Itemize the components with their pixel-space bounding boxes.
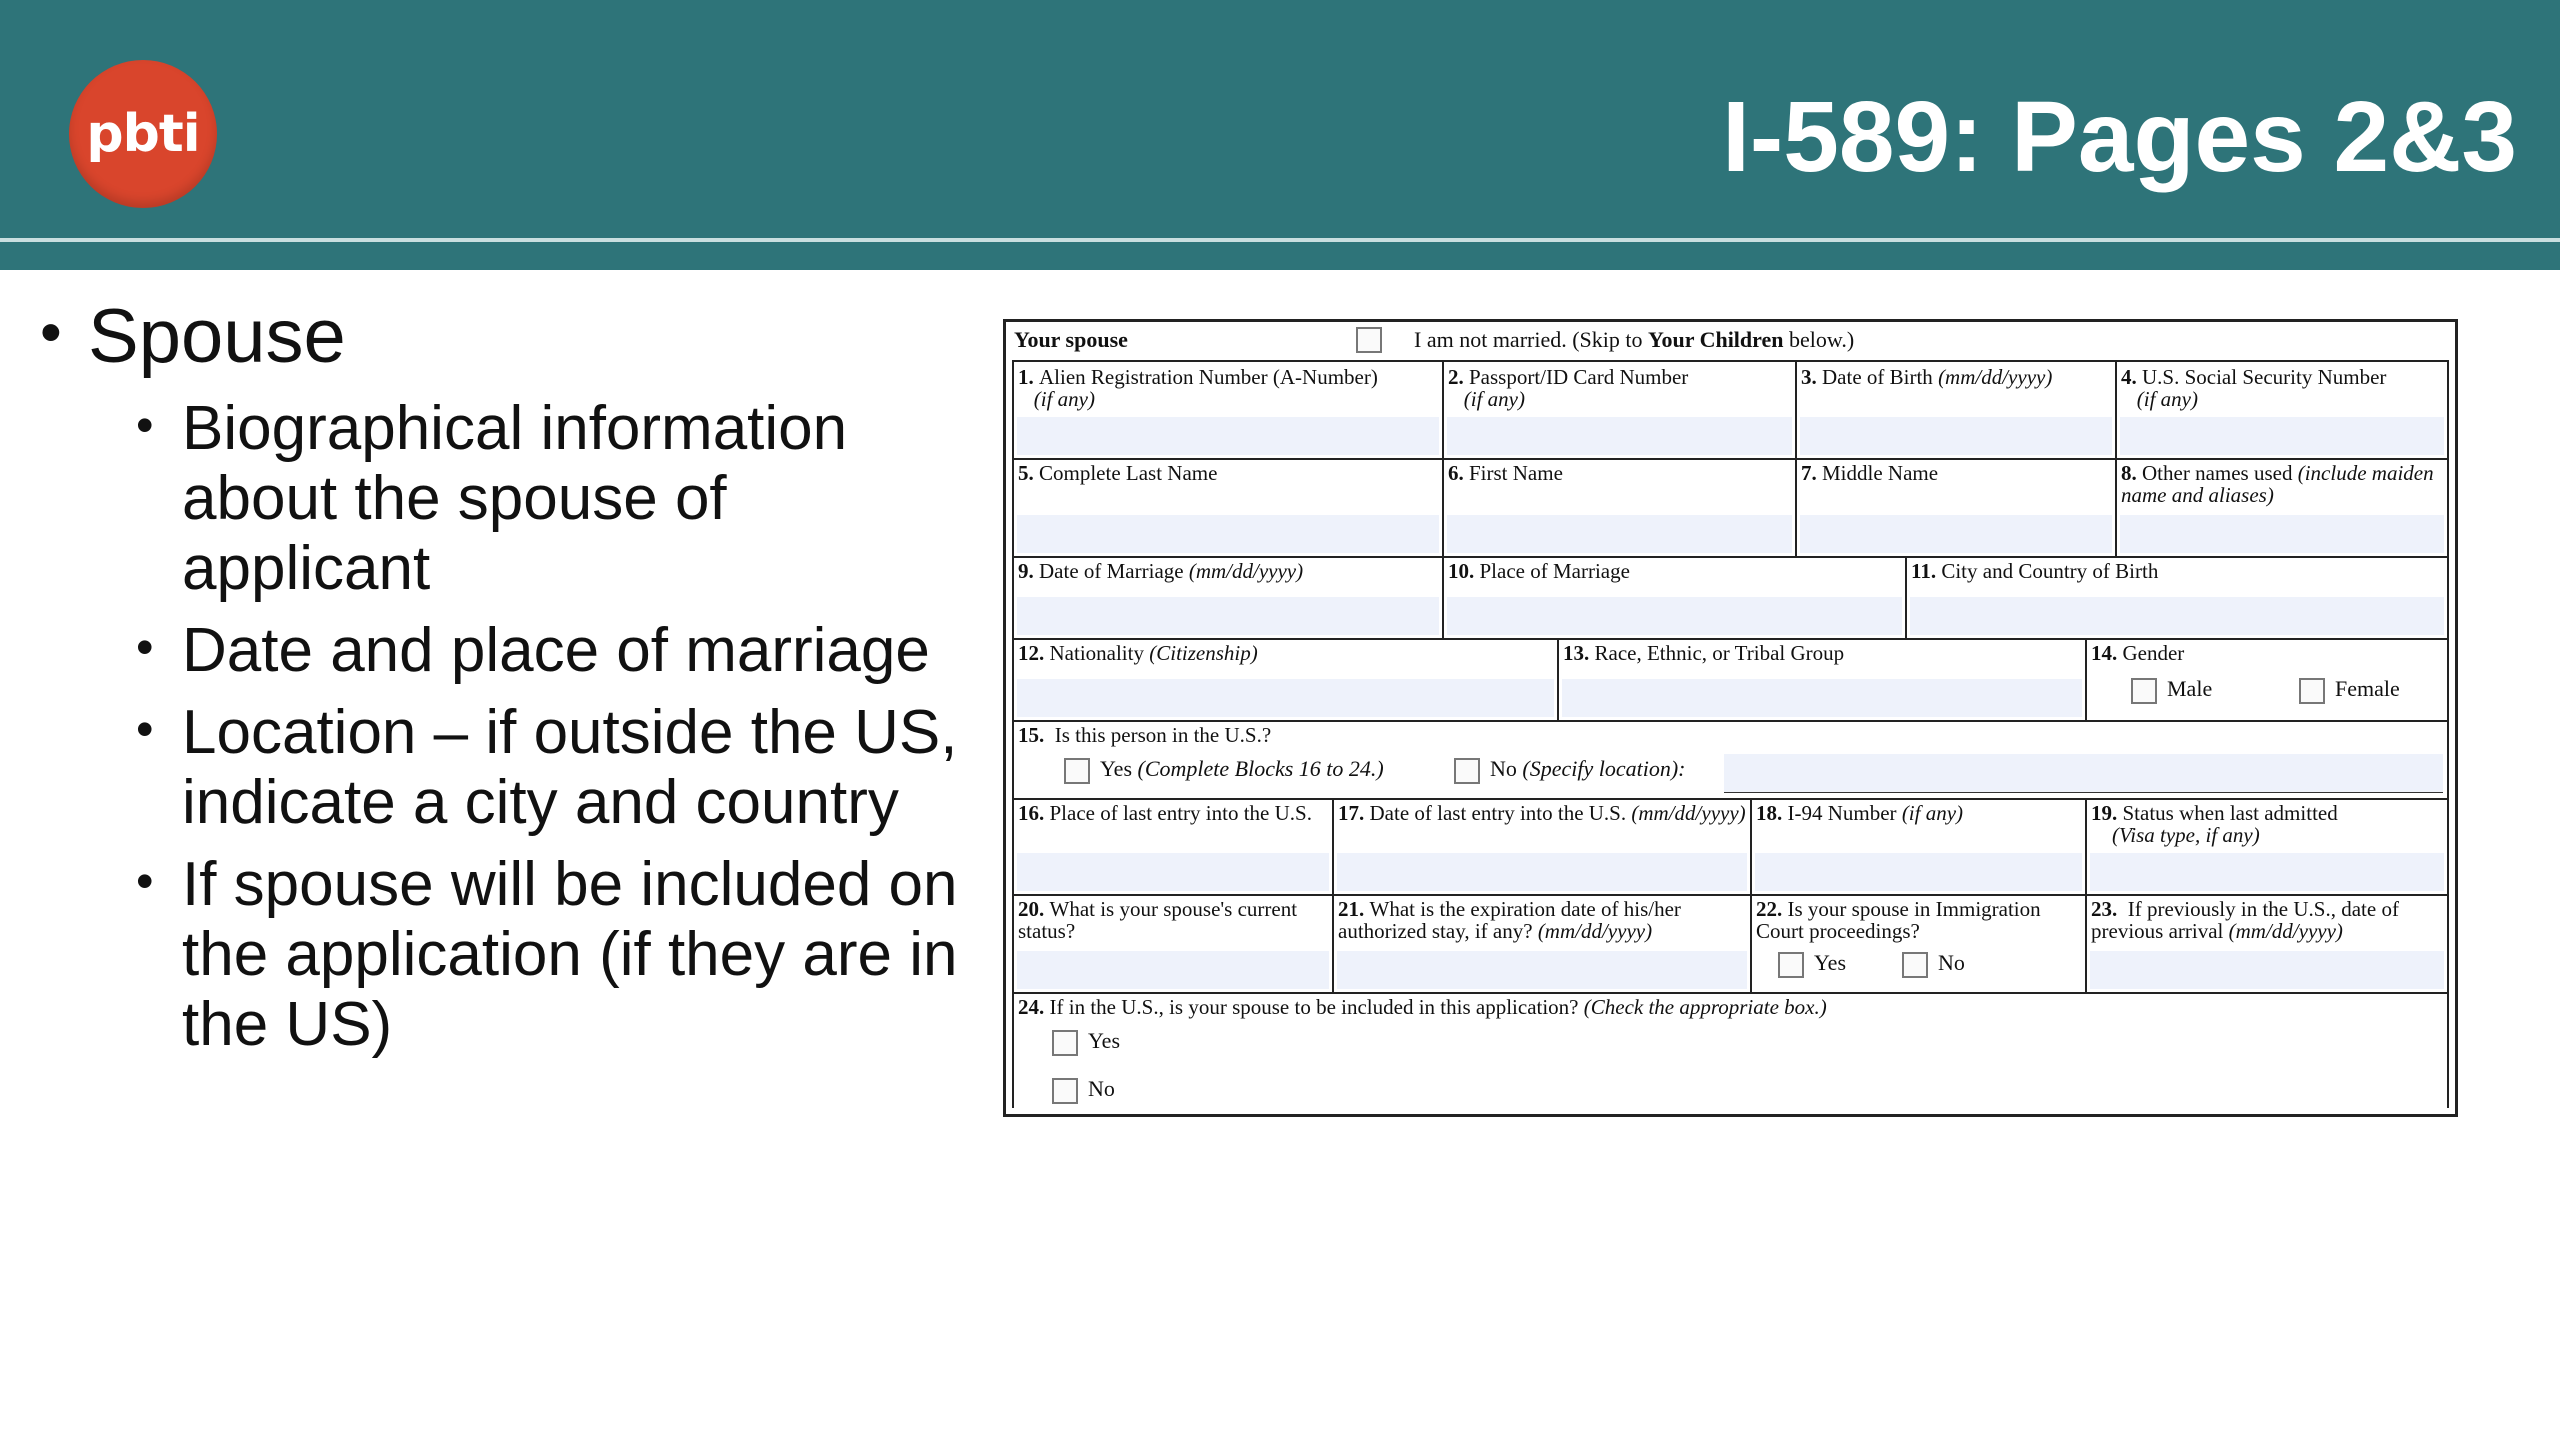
in-us-yes-checkbox [1064,758,1090,784]
bullet-spouse: • Spouse [40,292,970,382]
form-row-5 [1014,720,2447,800]
field-race-ethnic: 13. Race, Ethnic, or Tribal Group [1559,638,2087,720]
field-last-name: 5. Complete Last Name [1014,458,1444,556]
header-band [0,242,2560,270]
field-middle-name: 7. Middle Name [1797,458,2117,556]
form-row-3 [1014,556,2447,640]
field-place-last-entry: 16. Place of last entry into the U.S. [1014,798,1334,894]
field-marriage-date: 9. Date of Marriage (mm/dd/yyyy) [1014,556,1444,638]
field-stay-expiration: 21. What is the expiration date of his/her authorized stay, if any? (mm/dd/yyyy) [1334,894,1752,992]
form-row-8 [1014,992,2447,1116]
field-nationality: 12. Nationality (Citizenship) [1014,638,1559,720]
field-marriage-place: 10. Place of Marriage [1444,556,1907,638]
form-row-2 [1014,458,2447,558]
include-no-checkbox [1052,1078,1078,1104]
sub-bullet-marriage: • Date and place of marriage [40,616,970,686]
not-married-checkbox [1356,327,1382,353]
field-ssn: 4. U.S. Social Security Number (if any) [2117,362,2447,458]
in-us-no-checkbox [1454,758,1480,784]
field-passport: 2. Passport/ID Card Number (if any) [1444,362,1797,458]
field-i94-number: 18. I-94 Number (if any) [1752,798,2087,894]
form-heading: Your spouse [1014,327,1128,352]
field-current-status: 20. What is your spouse's current status? [1014,894,1334,992]
field-first-name: 6. First Name [1444,458,1797,556]
form-row-6 [1014,798,2447,896]
sub-bullet-biographical: • Biographical information about the spouse of applicant [40,394,970,604]
form-topbar [1006,322,2455,360]
sub-bullet-included: • If spouse will be included on the application (if they are in the US) [40,850,970,1060]
include-yes-checkbox [1052,1030,1078,1056]
gender-female-checkbox [2299,678,2325,704]
field-dob: 3. Date of Birth (mm/dd/yyyy) [1797,362,2117,458]
form-row-1 [1014,362,2447,460]
not-married-note: I am not married. (Skip to Your Children below.) [1414,327,1855,352]
field-a-number: 1. Alien Registration Number (A-Number) (if any) [1014,362,1444,458]
form-row-7 [1014,894,2447,994]
field-birth-city-country: 11. City and Country of Birth [1907,556,2447,638]
slide-title: I-589: Pages 2&3 [1722,81,2517,193]
form-row-4 [1014,638,2447,722]
field-gender: 14. Gender Male Female [2087,638,2447,720]
court-no-checkbox [1902,952,1928,978]
court-yes-checkbox [1778,952,1804,978]
field-other-names: 8. Other names used (include maiden name and aliases) [2117,458,2447,556]
pbti-logo [69,60,217,208]
field-previous-arrival: 23. If previously in the U.S., date of previous arrival (mm/dd/yyyy) [2087,894,2447,992]
field-include-spouse: 24. If in the U.S., is your spouse to be included in this application? (Check the appropriate box.) Yes No [1014,992,2447,1116]
gender-male-checkbox [2131,678,2157,704]
field-status-admitted: 19. Status when last admitted (Visa type, if any) [2087,798,2447,894]
sub-bullet-location: • Location – if outside the US, indicate a city and country [40,698,970,838]
field-date-last-entry: 17. Date of last entry into the U.S. (mm/dd/yyyy) [1334,798,1752,894]
field-court-proceedings: 22. Is your spouse in Immigration Court proceedings? Yes No [1752,894,2087,992]
form-grid [1012,360,2449,1108]
bullet-list [40,292,970,1060]
logo-text: pbti [86,104,200,164]
i589-spouse-form-image [1003,319,2458,1117]
field-in-us: 15. Is this person in the U.S.? Yes (Complete Blocks 16 to 24.) No (Specify location): [1014,720,2447,798]
